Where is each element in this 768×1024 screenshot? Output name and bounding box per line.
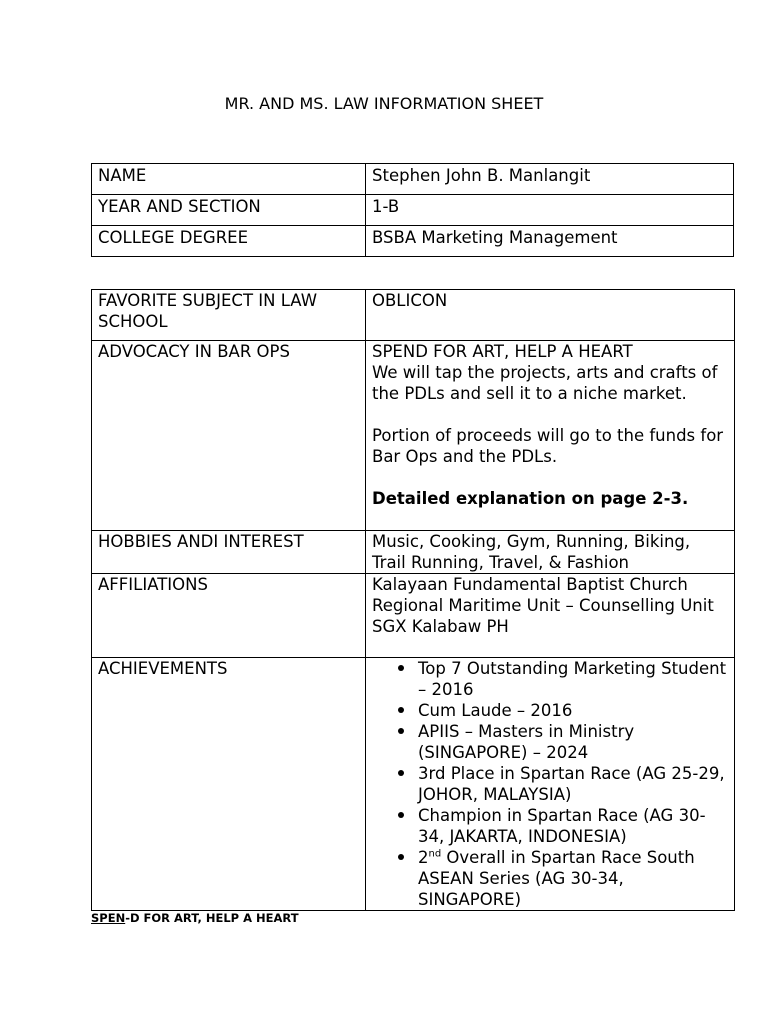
details-table [91,289,735,911]
advocacy-note: Detailed explanation on page 2-3. [372,489,689,508]
year-section-value: 1-B [366,195,734,226]
affiliation-item: Kalayaan Fundamental Baptist Church [372,575,688,594]
list-item: Champion in Spartan Race (AG 30-34, JAKARTA, INDONESIA) [418,805,728,847]
affiliation-item: Regional Maritime Unit – Counselling Unit [372,596,714,615]
favorite-subject-label: FAVORITE SUBJECT IN LAW SCHOOL [92,290,366,341]
table-row [92,658,735,911]
table-row [92,195,734,226]
list-item [418,847,728,910]
advocacy-paragraph: Portion of proceeds will go to the funds for Bar Ops and the PDLs. [372,426,724,466]
name-value: Stephen John B. Manlangit [366,164,734,195]
list-item-text: Overall in Spartan Race South ASEAN Series (AG 30-34, SINGAPORE) [418,848,695,909]
favorite-subject-value: OBLICON [366,290,735,341]
ordinal-suffix: nd [428,848,442,860]
hobbies-label: HOBBIES ANDI INTEREST [92,531,366,574]
table-row [92,574,735,658]
page-title: MR. AND MS. LAW INFORMATION SHEET [224,94,544,113]
affiliations-label: AFFILIATIONS [92,574,366,658]
hobbies-value: Music, Cooking, Gym, Running, Biking, Trail Running, Travel, & Fashion [366,531,735,574]
list-item: Cum Laude – 2016 [418,700,728,721]
table-row [92,531,735,574]
advocacy-value [366,341,735,531]
year-section-label: YEAR AND SECTION [92,195,366,226]
footer-underlined: SPEN [91,911,126,925]
footer-heading [91,911,299,925]
college-degree-label: COLLEGE DEGREE [92,226,366,257]
advocacy-heading: SPEND FOR ART, HELP A HEART [372,342,633,361]
table-row [92,290,735,341]
list-item: Top 7 Outstanding Marketing Student – 2016 [418,659,727,699]
list-item: APIIS – Masters in Ministry (SINGAPORE) – 2024 [418,721,728,763]
advocacy-label: ADVOCACY IN BAR OPS [92,341,366,531]
name-label: NAME [92,164,366,195]
affiliation-item: SGX Kalabaw PH [372,617,509,636]
list-item: 3rd Place in Spartan Race (AG 25-29, JOHOR, MALAYSIA) [418,763,728,805]
affiliations-value [366,574,735,658]
college-degree-value: BSBA Marketing Management [366,226,734,257]
achievements-label: ACHIEVEMENTS [92,658,366,911]
info-table [91,163,734,257]
ordinal-number: 2 [418,848,429,867]
achievements-list [372,658,728,910]
advocacy-paragraph: We will tap the projects, arts and crafts of the PDLs and sell it to a niche market. [372,363,718,403]
table-row [92,341,735,531]
footer-rest: -D FOR ART, HELP A HEART [125,911,299,925]
table-row [92,226,734,257]
achievements-value [366,658,735,911]
table-row [92,164,734,195]
